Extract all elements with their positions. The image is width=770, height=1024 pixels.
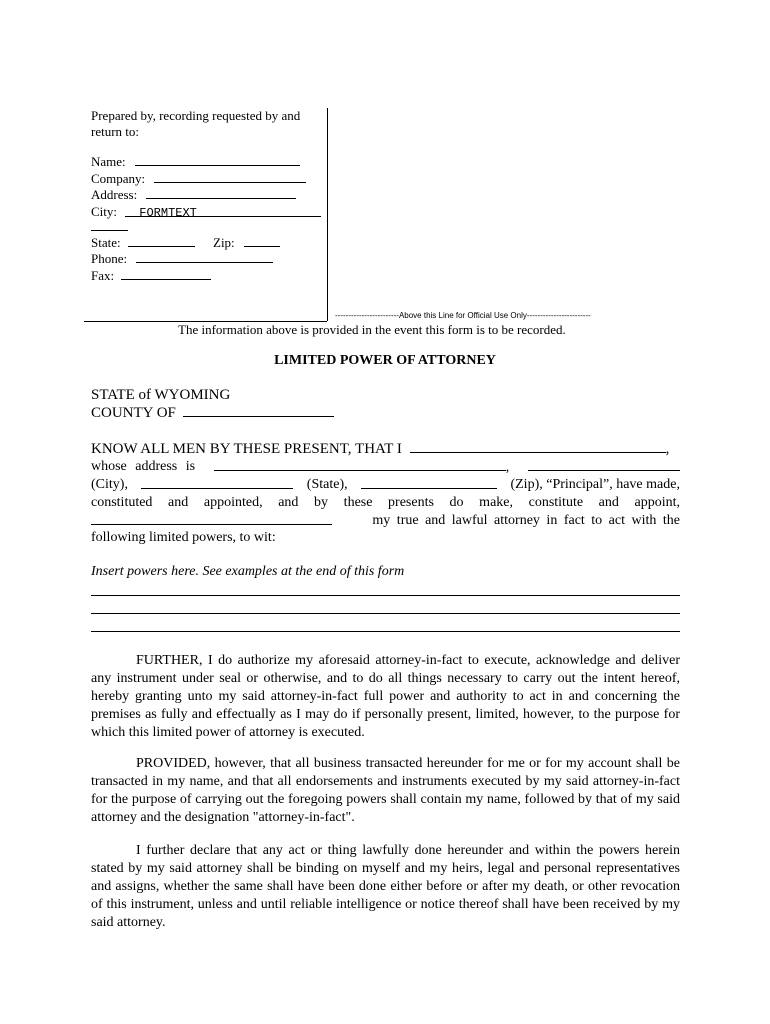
name-row bbox=[91, 154, 300, 170]
address-row bbox=[91, 187, 296, 203]
further-paragraph: FURTHER, I do authorize my aforesaid attorney-in-fact to execute, acknowledge and deliver any instrument under seal or otherwise, and to do all things necessary to carry out the intent hereof, hereby granting unto my said attorney-in-fact full power and authority to act in and concerning the premises as fully and effectually as I may do if personally present, limited, however, to the purpose for which this limited power of attorney is executed. bbox=[91, 653, 680, 740]
name-label: Name: bbox=[91, 154, 126, 169]
phone-row bbox=[91, 251, 273, 267]
county-field[interactable] bbox=[183, 404, 334, 417]
know-comma: , bbox=[665, 441, 670, 457]
principal-address-field[interactable] bbox=[214, 458, 506, 471]
whose-address-label: whose address is bbox=[91, 459, 196, 474]
powers-line-1[interactable] bbox=[91, 595, 680, 596]
recording-box-right-border bbox=[327, 108, 328, 321]
principal-address-extra-field[interactable] bbox=[528, 458, 680, 471]
phone-field[interactable] bbox=[136, 251, 273, 263]
following-line: following limited powers, to wit: bbox=[91, 530, 276, 545]
attorney-line bbox=[91, 512, 680, 530]
powers-line-2[interactable] bbox=[91, 613, 680, 614]
name-field[interactable] bbox=[135, 154, 300, 166]
city-label: City: bbox=[91, 204, 118, 219]
provided-paragraph: PROVIDED, however, that all business transacted hereunder for me or for my account shall be transacted in my name, and that all endorsements and instruments executed by my said attorney-in-fact for the purpose of carrying out the foregoing powers shall contain my name, followed by that of my said attorney and the designation "attorney-in-fact". bbox=[91, 756, 680, 825]
address-comma: , bbox=[505, 460, 510, 475]
state-label: State: bbox=[91, 235, 121, 250]
city-row bbox=[91, 204, 321, 220]
address-label: Address: bbox=[91, 187, 138, 202]
official-use-line: ------------------------Above this Line for Official Use Only------------------------ bbox=[335, 311, 591, 320]
company-field[interactable] bbox=[154, 171, 306, 183]
address-field[interactable] bbox=[146, 187, 296, 199]
principal-city-field[interactable] bbox=[141, 476, 293, 489]
fax-label: Fax: bbox=[91, 268, 115, 283]
principal-state-field[interactable] bbox=[361, 476, 497, 489]
fax-field[interactable] bbox=[121, 268, 211, 280]
zip-principal-text: (Zip), “Principal”, have made, bbox=[510, 477, 680, 492]
prepared-by-line2: return to: bbox=[91, 124, 140, 139]
insert-powers-text: Insert powers here. See examples at the end of this form bbox=[91, 564, 405, 579]
phone-label: Phone: bbox=[91, 251, 128, 266]
document-title: LIMITED POWER OF ATTORNEY bbox=[274, 353, 496, 368]
state-paren: (State), bbox=[306, 477, 348, 492]
attorney-name-field[interactable] bbox=[91, 512, 332, 525]
prepared-by-line1: Prepared by, recording requested by and bbox=[91, 108, 301, 123]
attorney-text: my true and lawful attorney in fact to act with the bbox=[372, 513, 680, 528]
city-paren: (City), bbox=[91, 477, 128, 492]
principal-name-field[interactable] bbox=[410, 440, 666, 453]
city-state-zip-line bbox=[91, 476, 680, 494]
state-row bbox=[91, 235, 195, 251]
constituted-line: constituted and appointed, and by these presents do make, constitute and appoint, bbox=[91, 495, 680, 510]
county-row bbox=[91, 404, 334, 422]
city-field[interactable] bbox=[125, 204, 321, 220]
company-row bbox=[91, 171, 306, 187]
zip-label: Zip: bbox=[213, 235, 235, 250]
zip-row bbox=[213, 235, 280, 251]
state-line: STATE of WYOMING bbox=[91, 387, 231, 403]
county-label: COUNTY OF bbox=[91, 405, 176, 421]
address-line bbox=[91, 458, 680, 477]
fax-row bbox=[91, 268, 211, 284]
state-field[interactable] bbox=[128, 235, 195, 247]
zip-field[interactable] bbox=[244, 235, 280, 247]
city-continuation-line bbox=[91, 230, 128, 231]
know-prefix: KNOW ALL MEN BY THESE PRESENT, THAT I bbox=[91, 441, 402, 457]
recorded-note: The information above is provided in the event this form is to be recorded. bbox=[178, 322, 566, 337]
city-value: FORMTEXT bbox=[139, 206, 197, 220]
declare-paragraph: I further declare that any act or thing lawfully done hereunder and within the powers herein stated by my said attorney shall be binding on myself and my heirs, legal and personal representatives and assigns, whether the same shall have been done either before or after my death, or other revocation of this instrument, unless and until reliable intelligence or notice thereof shall have been received by my said attorney. bbox=[91, 843, 680, 930]
powers-line-3[interactable] bbox=[91, 631, 680, 632]
company-label: Company: bbox=[91, 171, 146, 186]
know-row bbox=[91, 440, 669, 458]
